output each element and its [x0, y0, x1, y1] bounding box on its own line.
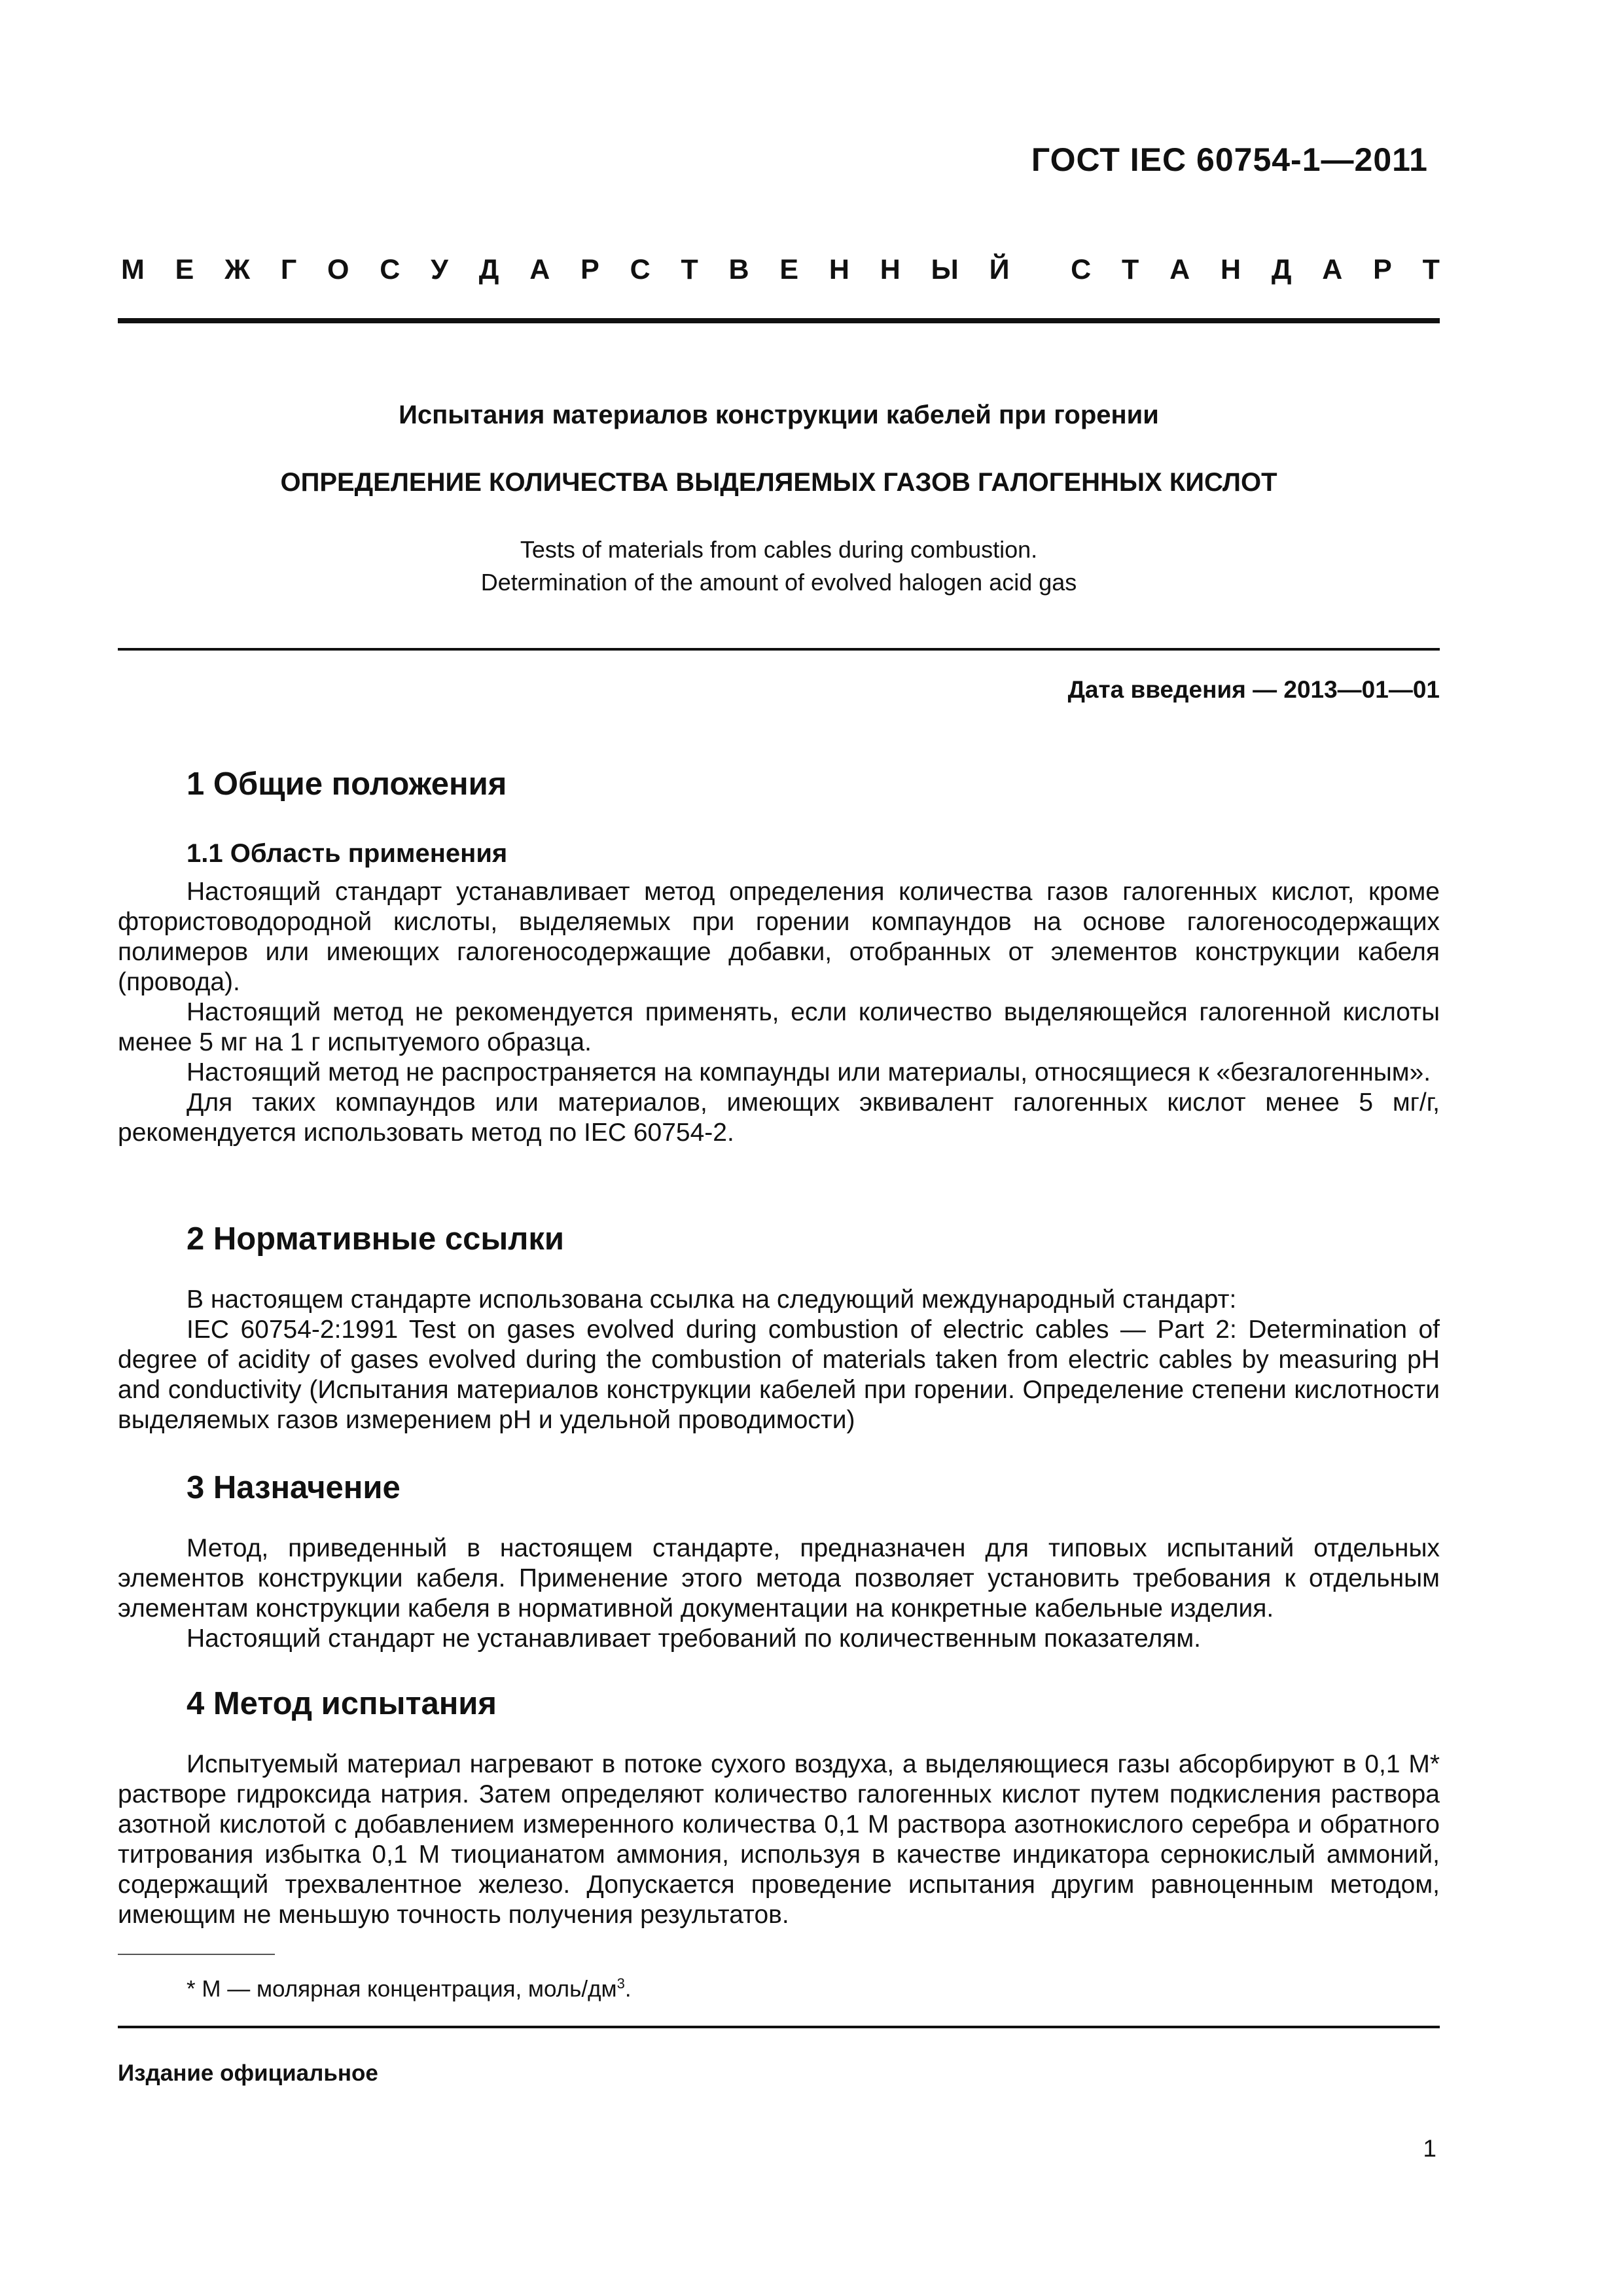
- section-body: [118, 1534, 1440, 1654]
- paragraph: Настоящий метод не рекомендуется применять, если количество выделяющейся галогенной кислоты менее 5 мг на 1 г испытуемого образца.: [118, 998, 1440, 1056]
- section-body: [118, 1749, 1440, 1930]
- banner-letter: А: [1169, 254, 1190, 285]
- banner-letter: Й: [989, 254, 1010, 285]
- footnote-end: .: [624, 1976, 632, 2002]
- paragraph: IEC 60754-2:1991 Test on gases evolved during combustion of electric cables — Part 2: Determination of degree of acidity of gases evolved during the combustion of materials taken from electric cables by measuring pH and conductivity (Испытания материалов конструкции кабелей при горении. Определение степени кислотности выделяемых газов измерением pH и удельной проводимости): [118, 1316, 1440, 1434]
- section-heading: 1 Общие положения: [187, 766, 507, 802]
- banner-letter: Н: [880, 254, 901, 285]
- banner-letter: Д: [478, 254, 499, 285]
- banner-letter: С: [630, 254, 651, 285]
- banner-letter: А: [1322, 254, 1343, 285]
- paragraph: Настоящий метод не распространяется на компаунды или материалы, относящиеся к «безгалогенным».: [187, 1058, 1431, 1086]
- english-title-line: Tests of materials from cables during combustion.: [520, 536, 1038, 563]
- banner-letter: М: [121, 254, 145, 285]
- footnote-superscript: 3: [616, 1975, 625, 1992]
- paragraph: Настоящий стандарт устанавливает метод определения количества газов галогенных кислот, кроме фтористоводородной кислоты, выделяемых при горении компаундов на основе галогеносодержащих полимеров или имеющих галогеносодержащие добавки, отобранных от элементов конструкции кабеля (провода).: [118, 878, 1440, 996]
- page-number: 1: [1423, 2135, 1436, 2162]
- banner-letter: С: [380, 254, 401, 285]
- section-body: [118, 1285, 1440, 1435]
- document-title: ОПРЕДЕЛЕНИЕ КОЛИЧЕСТВА ВЫДЕЛЯЕМЫХ ГАЗОВ ГАЛОГЕННЫХ КИСЛОТ: [280, 468, 1277, 497]
- banner-letter: Н: [1220, 254, 1241, 285]
- banner-letter: Ы: [931, 254, 959, 285]
- section-heading: 2 Нормативные ссылки: [187, 1221, 564, 1257]
- banner-letter: Т: [1422, 254, 1440, 285]
- banner-letter: Е: [779, 254, 799, 285]
- banner-letter: Р: [580, 254, 599, 285]
- paragraph: Метод, приведенный в настоящем стандарте, предназначен для типовых испытаний отдельных элементов конструкции кабеля. Применение этого метода позволяет установить требования к отдельным элементам конструкции кабеля в нормативной документации на конкретные кабельные изделия.: [118, 1534, 1440, 1623]
- banner-letter: А: [529, 254, 550, 285]
- header-rule: [118, 318, 1440, 323]
- banner-letter: Т: [681, 254, 698, 285]
- banner-letter: О: [327, 254, 349, 285]
- title-rule: [118, 648, 1440, 651]
- banner-letter: Ж: [224, 254, 251, 285]
- edition-label: Издание официальное: [118, 2060, 378, 2086]
- document-subtitle: Испытания материалов конструкции кабелей при горении: [399, 401, 1159, 429]
- paragraph: Настоящий стандарт не устанавливает требований по количественным показателям.: [187, 1624, 1202, 1653]
- footnote: [187, 1975, 632, 2003]
- standard-type-banner: [121, 254, 1440, 286]
- banner-letter: Е: [175, 254, 194, 285]
- paragraph: В настоящем стандарте использована ссылка на следующий международный стандарт:: [187, 1285, 1237, 1314]
- banner-letter: Д: [1271, 254, 1292, 285]
- paragraph: Для таких компаундов или материалов, имеющих эквивалент галогенных кислот менее 5 мг/г, рекомендуется использовать метод по IEC 60754-2.: [118, 1088, 1440, 1147]
- section-heading: 4 Метод испытания: [187, 1686, 497, 1721]
- section-body: [118, 877, 1440, 1148]
- banner-letter: Г: [280, 254, 297, 285]
- banner-letter: С: [1071, 254, 1092, 285]
- paragraph: Испытуемый материал нагревают в потоке сухого воздуха, а выделяющиеся газы абсорбируют в 0,1 М* растворе гидроксида натрия. Затем определяют количество галогенных кислот путем подкисления раствора азотной кислотой с добавлением измеренного количества 0,1 М раствора азотнокислого серебра и обратного титрования избытка 0,1 М тиоцианатом аммония, используя в качестве индикатора сернокислый аммоний, содержащий трехвалентное железо. Допускается проведение испытания другим равноценным методом, имеющим не меньшую точность получения результатов.: [118, 1750, 1440, 1929]
- section-heading: 3 Назначение: [187, 1470, 401, 1505]
- banner-letter: У: [431, 254, 448, 285]
- banner-letter: В: [728, 254, 749, 285]
- banner-letter: Р: [1373, 254, 1392, 285]
- effective-date: Дата введения — 2013—01—01: [1067, 676, 1440, 703]
- english-title: [118, 533, 1440, 599]
- document-code: ГОСТ IEC 60754-1—2011: [1031, 141, 1428, 178]
- footnote-text: * М — молярная концентрация, моль/дм: [187, 1976, 617, 2002]
- banner-letter: Т: [1121, 254, 1139, 285]
- subsection-heading: 1.1 Область применения: [187, 839, 508, 868]
- banner-letter: Н: [829, 254, 849, 285]
- english-title-line: Determination of the amount of evolved halogen acid gas: [480, 569, 1077, 596]
- footer-rule: [118, 2026, 1440, 2028]
- footnote-rule: [118, 1954, 275, 1955]
